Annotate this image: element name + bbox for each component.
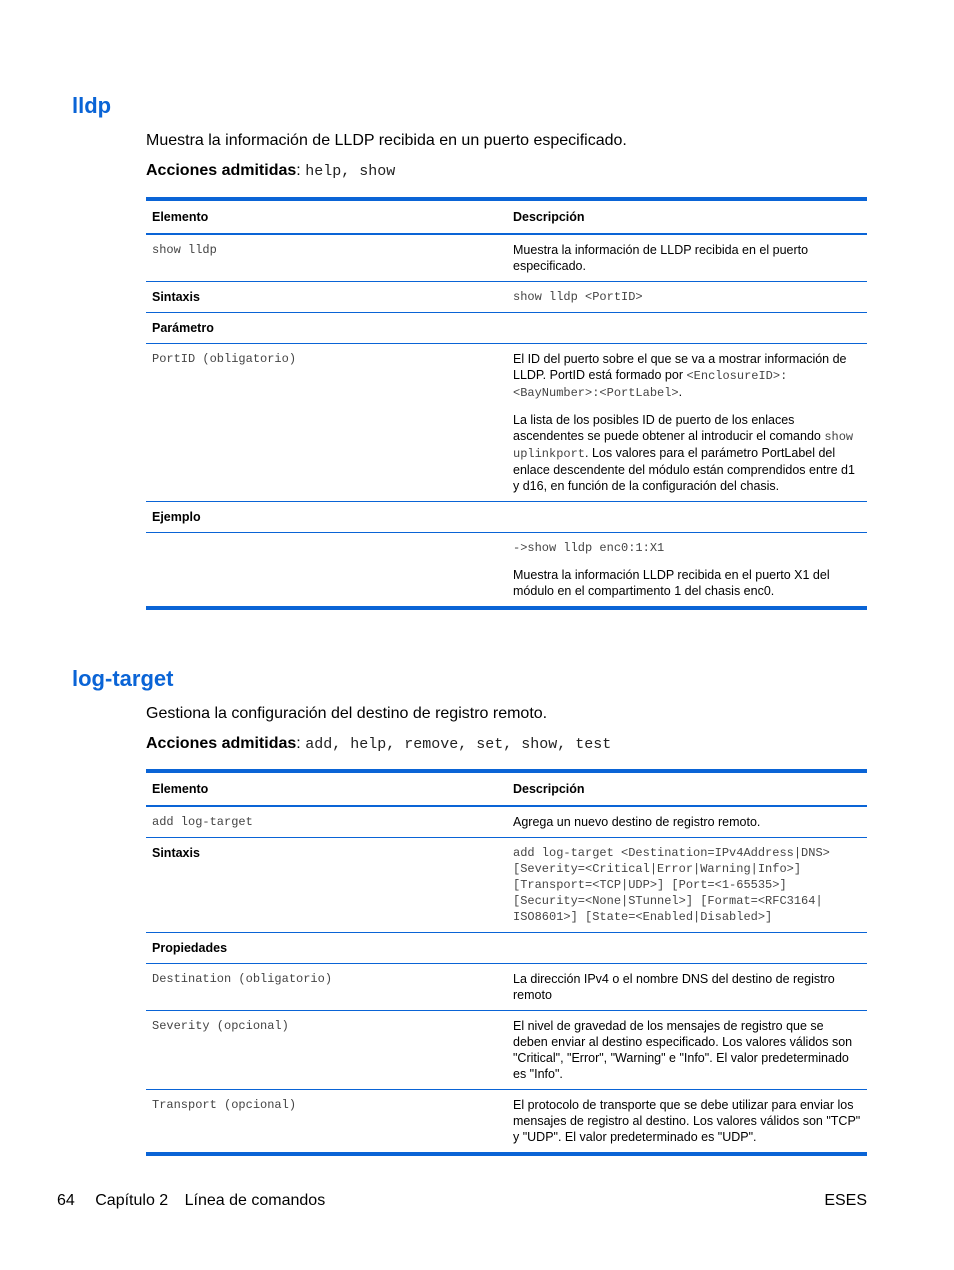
lldp-table bbox=[146, 197, 867, 610]
log-target-table bbox=[146, 769, 867, 1156]
example-code: ->show lldp enc0:1:X1 bbox=[513, 541, 665, 555]
header-element: Elemento bbox=[152, 782, 209, 796]
table-row bbox=[146, 234, 867, 282]
example-label: Ejemplo bbox=[152, 510, 201, 524]
footer-locale: ESES bbox=[824, 1192, 867, 1209]
log-target-actions-sep: : bbox=[296, 735, 301, 752]
chapter-title: Línea de comandos bbox=[184, 1192, 326, 1209]
log-target-actions-values: add, help, remove, set, show, test bbox=[305, 736, 612, 753]
text: . bbox=[678, 385, 683, 399]
parameter-description bbox=[507, 344, 867, 502]
log-target-heading: log-target bbox=[72, 666, 174, 691]
syntax-value: add log-target <Destination=IPv4Address|DNS> [Severity=<Critical|Error|Warning|Info>] [Transport=<TCP|UDP>] [Port=<1-65535>] [Security=<None|STunnel>] [Format=<RFC3164| ISO8601>] [State=<Enabled|Disabled>] bbox=[513, 846, 830, 924]
table-row bbox=[146, 1011, 867, 1090]
header-description: Descripción bbox=[513, 782, 585, 796]
lldp-actions-sep: : bbox=[296, 162, 301, 179]
table-row bbox=[146, 1090, 867, 1155]
lldp-actions bbox=[146, 162, 395, 180]
page-number: 64 bbox=[57, 1192, 75, 1209]
text: La lista de los posibles ID de puerto de los enlaces ascendentes se puede obtener al introducir el comando bbox=[513, 413, 825, 443]
parameter-desc-paragraph bbox=[513, 351, 861, 401]
parameter-desc-paragraph bbox=[513, 412, 861, 494]
property-name: Destination (obligatorio) bbox=[152, 972, 333, 986]
property-name: Transport (opcional) bbox=[152, 1098, 297, 1112]
log-target-intro: Gestiona la configuración del destino de registro remoto. bbox=[146, 705, 548, 722]
property-description: El protocolo de transporte que se debe utilizar para enviar los mensajes de registro al destino. Los valores válidos son "TCP" y "UDP". El valor predeterminado es "UDP". bbox=[513, 1098, 861, 1144]
command-name: add log-target bbox=[152, 815, 253, 829]
syntax-value: show lldp <PortID> bbox=[513, 290, 643, 304]
text: . Los valores para el parámetro PortLabel del enlace descendente del módulo están comprendidos entre d1 y d16, en función de la configuración del chasis. bbox=[513, 446, 855, 493]
example-description: Muestra la información LLDP recibida en el puerto X1 del módulo en el compartimento 1 del chasis enc0. bbox=[513, 568, 830, 598]
property-name: Severity (opcional) bbox=[152, 1019, 289, 1033]
properties-label: Propiedades bbox=[152, 941, 228, 955]
table-row bbox=[146, 806, 867, 838]
page-footer bbox=[57, 1192, 325, 1210]
lldp-actions-label: Acciones admitidas bbox=[146, 162, 297, 179]
command-description: Agrega un nuevo destino de registro remoto. bbox=[513, 815, 761, 829]
table-row bbox=[146, 964, 867, 1011]
inline-code: show uplinkport bbox=[513, 430, 854, 461]
lldp-actions-values: help, show bbox=[305, 163, 396, 180]
table-row bbox=[146, 533, 867, 609]
header-description: Descripción bbox=[513, 210, 585, 224]
empty-cell bbox=[507, 502, 867, 533]
log-target-actions-label: Acciones admitidas bbox=[146, 735, 297, 752]
table-row bbox=[146, 838, 867, 933]
inline-code: <EnclosureID>:<BayNumber>:<PortLabel> bbox=[513, 369, 788, 400]
parameter-label: Parámetro bbox=[152, 321, 214, 335]
empty-cell bbox=[507, 933, 867, 964]
empty-cell bbox=[146, 533, 507, 609]
syntax-label: Sintaxis bbox=[152, 846, 200, 860]
command-name: show lldp bbox=[152, 243, 217, 257]
table-row bbox=[146, 502, 867, 533]
table-row bbox=[146, 313, 867, 344]
command-description: Muestra la información de LLDP recibida en el puerto especificado. bbox=[513, 243, 809, 273]
table-row bbox=[146, 344, 867, 502]
text: El ID del puerto sobre el que se va a mostrar información de LLDP. PortID está formado por bbox=[513, 352, 847, 382]
table-header-row bbox=[146, 199, 867, 234]
log-target-actions bbox=[146, 735, 611, 753]
lldp-intro: Muestra la información de LLDP recibida en un puerto especificado. bbox=[146, 132, 627, 149]
parameter-name: PortID (obligatorio) bbox=[152, 352, 297, 366]
property-description: La dirección IPv4 o el nombre DNS del destino de registro remoto bbox=[513, 972, 835, 1002]
table-row bbox=[146, 933, 867, 964]
header-element: Elemento bbox=[152, 210, 209, 224]
example-content bbox=[507, 533, 867, 609]
syntax-label: Sintaxis bbox=[152, 290, 200, 304]
empty-cell bbox=[507, 313, 867, 344]
lldp-heading: lldp bbox=[72, 93, 112, 118]
chapter-label: Capítulo 2 bbox=[95, 1192, 169, 1209]
property-description: El nivel de gravedad de los mensajes de registro que se deben enviar al destino especificado. Los valores válidos son "Critical", "Error", "Warning" e "Info". El valor predeterminado es "Info". bbox=[513, 1019, 853, 1081]
table-header-row bbox=[146, 771, 867, 806]
table-row bbox=[146, 282, 867, 313]
